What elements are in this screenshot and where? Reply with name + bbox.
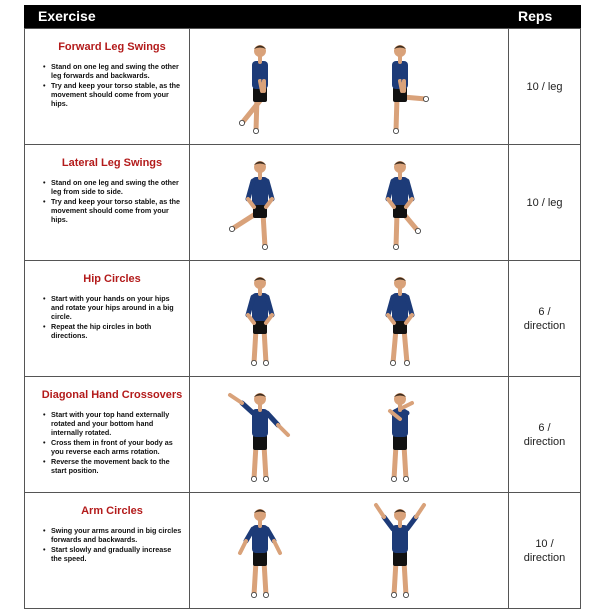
instruction-item: • Try and keep your torso stable, as the movement should come from your hips. [51, 197, 183, 224]
instruction-item: • Start with your hands on your hips and rotate your hips around in a big circle. [51, 294, 183, 321]
athlete-figure-end [360, 267, 440, 369]
exercise-column-header: Exercise [38, 8, 96, 24]
exercise-illustration-cell [190, 145, 509, 260]
instruction-item: • Try and keep your torso stable, as the movement should come from your hips. [51, 81, 183, 108]
exercise-title: Forward Leg Swings [58, 41, 166, 53]
athlete-figure-end [360, 499, 440, 601]
exercise-illustration-cell [190, 377, 509, 492]
athlete-pose-leg-side-out [220, 151, 300, 253]
exercise-description-cell [25, 377, 190, 492]
exercise-row [25, 28, 580, 145]
instruction-item: • Cross them in front of your body as you reverse each arms rotation. [51, 438, 183, 456]
instruction-list [41, 62, 183, 108]
athlete-pose-hands-hips [220, 267, 300, 369]
exercise-row [25, 493, 580, 609]
exercise-title: Lateral Leg Swings [61, 157, 163, 169]
instruction-item: • Stand on one leg and swing the other leg forwards and backwards. [51, 62, 183, 80]
athlete-figure-start [220, 383, 300, 485]
reps-value: 6 / direction [523, 305, 566, 332]
athlete-figure-end [360, 383, 440, 485]
instruction-item: • Reverse the movement back to the start position. [51, 457, 183, 475]
instruction-item: • Repeat the hip circles in both directions. [51, 322, 183, 340]
athlete-figure-start [220, 151, 300, 253]
instruction-list [41, 526, 183, 563]
athlete-pose-hands-hips-tilt [360, 267, 440, 369]
instruction-list [41, 178, 183, 224]
exercise-description-cell [25, 493, 190, 608]
instruction-list [41, 410, 183, 475]
table-header [24, 5, 581, 28]
athlete-figure-start [220, 35, 300, 137]
exercise-row [25, 377, 580, 493]
athlete-figure-end [360, 35, 440, 137]
exercise-title: Diagonal Hand Crossovers [41, 389, 183, 401]
reps-value: 10 / leg [526, 196, 563, 209]
athlete-figure-start [220, 267, 300, 369]
athlete-pose-arms-crossed [360, 383, 440, 485]
exercise-title: Hip Circles [83, 273, 141, 285]
exercise-table [24, 5, 581, 609]
exercise-description-cell [25, 145, 190, 260]
instruction-list [41, 294, 183, 340]
instruction-item: • Stand on one leg and swing the other leg from side to side. [51, 178, 183, 196]
exercise-row [25, 145, 580, 261]
reps-value: 10 / direction [523, 537, 566, 564]
instruction-item: • Start slowly and gradually increase the speed. [51, 545, 183, 563]
instruction-item: • Swing your arms around in big circles forwards and backwards. [51, 526, 183, 544]
instruction-item: • Start with your top hand externally rotated and your bottom hand internally rotated. [51, 410, 183, 437]
reps-value: 6 / direction [523, 421, 566, 448]
athlete-pose-arms-up [360, 499, 440, 601]
athlete-pose-arms-diagonal [220, 383, 300, 485]
exercise-description-cell [25, 261, 190, 376]
reps-value: 10 / leg [526, 80, 563, 93]
athlete-figure-start [220, 499, 300, 601]
exercise-illustration-cell [190, 493, 509, 608]
exercise-illustration-cell [190, 29, 509, 144]
athlete-pose-leg-forward [360, 35, 440, 137]
exercise-illustration-cell [190, 261, 509, 376]
athlete-figure-end [360, 151, 440, 253]
athlete-pose-leg-back [220, 35, 300, 137]
exercise-description-cell [25, 29, 190, 144]
reps-column-header: Reps [518, 8, 553, 24]
athlete-pose-arms-low [220, 499, 300, 601]
exercise-row [25, 261, 580, 377]
exercise-rows [24, 28, 581, 609]
exercise-title: Arm Circles [81, 505, 143, 517]
athlete-pose-leg-side-across [360, 151, 440, 253]
